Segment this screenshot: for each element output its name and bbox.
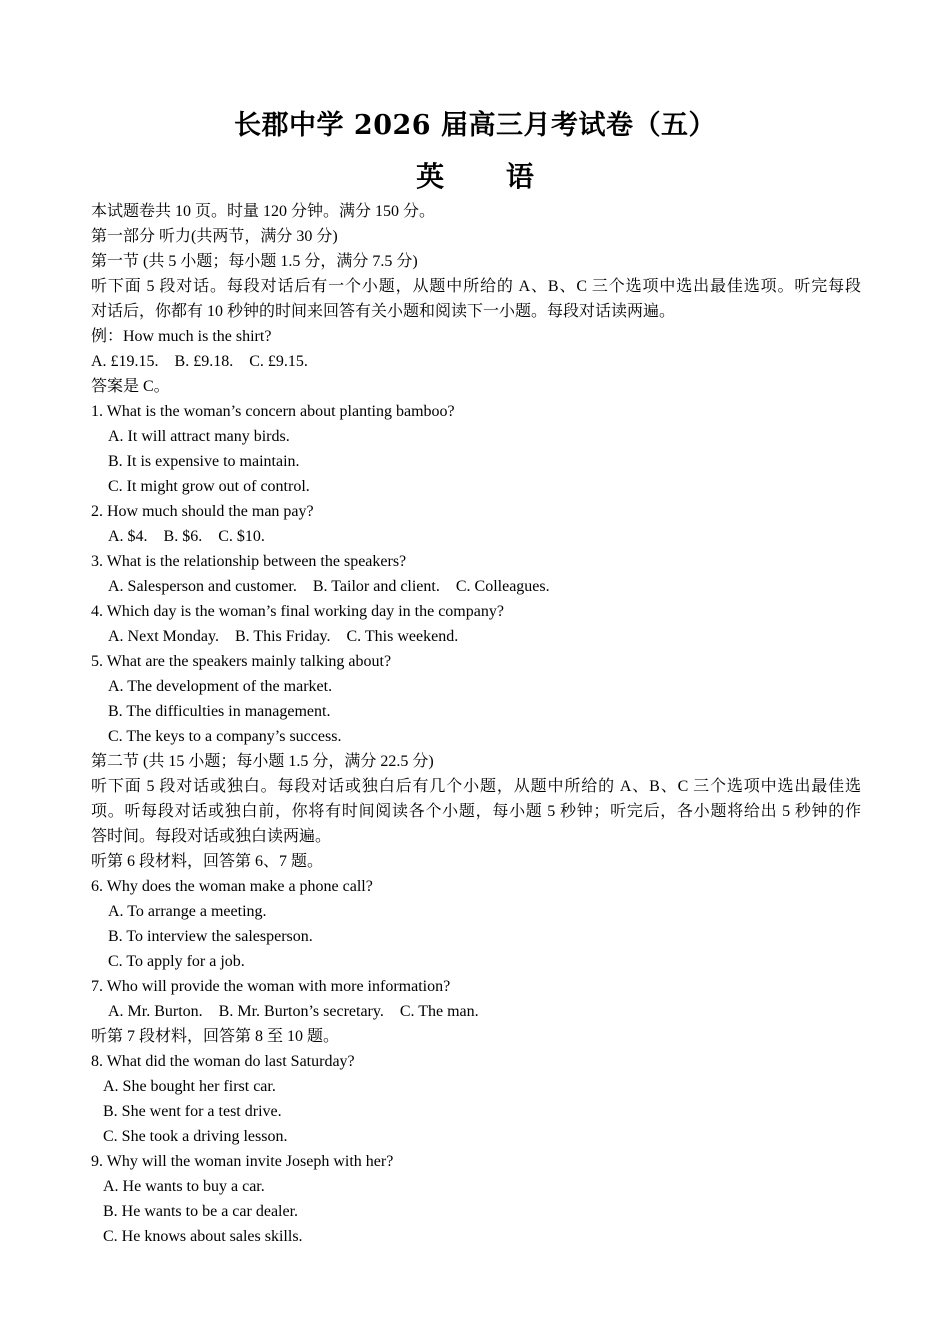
- option-b: B. He wants to be a car dealer.: [103, 1203, 299, 1220]
- exam-title: 长郡中学 2026 届高三月考试卷（五）: [234, 110, 716, 141]
- option-c: C. To apply for a job.: [108, 953, 245, 970]
- question-stem: 4. Which day is the woman’s final working day in the company?: [91, 603, 504, 620]
- option-c: C. He knows about sales skills.: [103, 1228, 303, 1245]
- question-stem: 5. What are the speakers mainly talking about?: [91, 653, 392, 670]
- option-a: A. To arrange a meeting.: [108, 903, 267, 920]
- option-c: C. The keys to a company’s success.: [108, 728, 342, 745]
- options-row: A. Salesperson and customer. B. Tailor and client. C. Colleagues.: [108, 578, 550, 595]
- question-stem: 2. How much should the man pay?: [91, 503, 314, 520]
- question-stem: 8. What did the woman do last Saturday?: [91, 1053, 355, 1070]
- options-row: A. Next Monday. B. This Friday. C. This weekend.: [108, 628, 459, 645]
- material-heading: 听第 7 段材料，回答第 8 至 10 题。: [91, 1028, 340, 1045]
- option-b: B. It is expensive to maintain.: [108, 453, 300, 470]
- option-a: A. She bought her first car.: [103, 1078, 276, 1095]
- exam-body: [91, 199, 861, 1249]
- question-stem: 6. Why does the woman make a phone call?: [91, 878, 373, 895]
- instructions-line: 项。听每段对话或独白前，你将有时间阅读各个小题，每小题 5 秒钟；听完后，各小题将给出 5 秒钟的作: [91, 803, 861, 820]
- option-b: B. She went for a test drive.: [103, 1103, 282, 1120]
- options-row: A. $4. B. $6. C. $10.: [108, 528, 265, 545]
- option-c: C. She took a driving lesson.: [103, 1128, 288, 1145]
- example-answer: 答案是 C。: [91, 378, 170, 395]
- example-question: 例：How much is the shirt?: [91, 328, 272, 345]
- example-options: A. £19.15. B. £9.18. C. £9.15.: [91, 353, 308, 370]
- question-stem: 1. What is the woman’s concern about planting bamboo?: [91, 403, 455, 420]
- option-a: A. It will attract many birds.: [108, 428, 290, 445]
- option-b: B. The difficulties in management.: [108, 703, 331, 720]
- instructions-line: 答时间。每段对话或独白读两遍。: [91, 828, 332, 845]
- option-a: A. He wants to buy a car.: [103, 1178, 265, 1195]
- exam-info: 本试题卷共 10 页。时量 120 分钟。满分 150 分。: [91, 203, 436, 220]
- subject-title: 英 语: [416, 160, 560, 193]
- option-b: B. To interview the salesperson.: [108, 928, 313, 945]
- option-c: C. It might grow out of control.: [108, 478, 310, 495]
- material-heading: 听第 6 段材料，回答第 6、7 题。: [91, 853, 324, 870]
- question-stem: 9. Why will the woman invite Joseph with her?: [91, 1153, 394, 1170]
- instructions-line: 对话后，你都有 10 秒钟的时间来回答有关小题和阅读下一小题。每段对话读两遍。: [91, 303, 676, 320]
- section-heading: 第二节 (共 15 小题；每小题 1.5 分，满分 22.5 分): [91, 753, 434, 770]
- options-row: A. Mr. Burton. B. Mr. Burton’s secretary. C. The man.: [108, 1003, 479, 1020]
- question-stem: 3. What is the relationship between the speakers?: [91, 553, 407, 570]
- option-a: A. The development of the market.: [108, 678, 333, 695]
- instructions-line: 听下面 5 段对话或独白。每段对话或独白后有几个小题，从题中所给的 A、B、C 三个选项中选出最佳选: [91, 778, 861, 795]
- section-heading: 第一节 (共 5 小题；每小题 1.5 分，满分 7.5 分): [91, 253, 418, 270]
- instructions-line: 听下面 5 段对话。每段对话后有一个小题，从题中所给的 A、B、C 三个选项中选出最佳选项。听完每段: [91, 278, 861, 295]
- part-heading: 第一部分 听力(共两节，满分 30 分): [91, 228, 338, 245]
- question-stem: 7. Who will provide the woman with more information?: [91, 978, 451, 995]
